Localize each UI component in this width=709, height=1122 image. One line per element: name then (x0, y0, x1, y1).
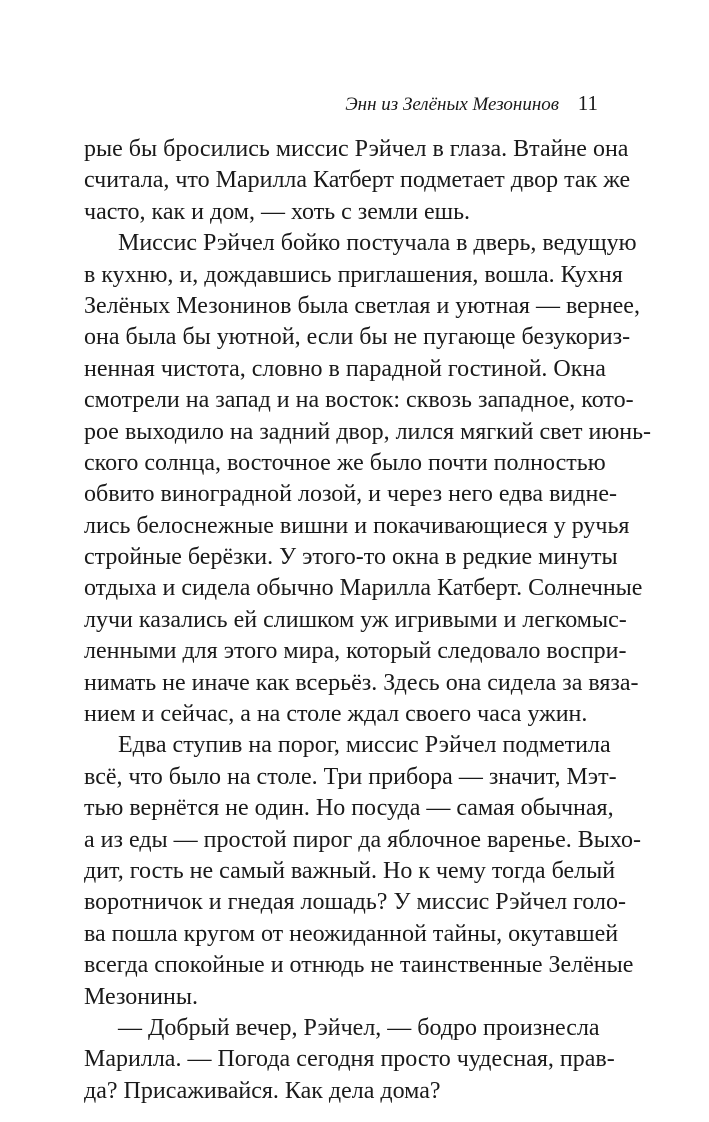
running-header (84, 91, 598, 117)
text-line: всё, что было на столе. Три прибора — значит, Мэт- (84, 763, 617, 790)
body-text (84, 134, 652, 1107)
text-line: лучи казались ей слишком уж игривыми и легкомыс- (84, 606, 627, 633)
text-line: ского солнца, восточное же было почти полностью (84, 449, 606, 476)
text-line: ленными для этого мира, который следовало воспри- (84, 638, 627, 665)
text-line: ва пошла кругом от неожиданной тайны, окутавшей (84, 920, 619, 947)
text-line: Миссис Рэйчел бойко постучала в дверь, ведущую (118, 230, 637, 257)
text-line: воротничок и гнедая лошадь? У миссис Рэйчел голо- (84, 889, 626, 916)
text-line: Зелёных Мезонинов была светлая и уютная — вернее, (84, 292, 640, 319)
text-line: стройные берёзки. У этого-то окна в редкие минуты (84, 544, 618, 571)
text-line: Марилла. — Погода сегодня просто чудесная, прав- (84, 1046, 615, 1073)
text-line: а из еды — простой пирог да яблочное варенье. Выхо- (84, 826, 641, 853)
text-line: отдыха и сидела обычно Марилла Катберт. Солнечные (84, 575, 643, 602)
text-line: она была бы уютной, если бы не пугающе безукориз- (84, 324, 631, 351)
text-line: рые бы бросились миссис Рэйчел в глаза. Втайне она (84, 136, 629, 162)
text-line: всегда спокойные и отнюдь не таинственные Зелёные (84, 952, 634, 979)
text-line: Едва ступив на порог, миссис Рэйчел подметила (118, 732, 611, 759)
text-line: обвито виноградной лозой, и через него едва видне- (84, 481, 617, 508)
text-line: смотрели на запад и на восток: сквозь западное, кото- (84, 387, 634, 414)
page-number: 11 (577, 91, 598, 115)
text-line: дит, гость не самый важный. Но к чему тогда белый (84, 857, 616, 884)
text-line: нием и сейчас, а на столе ждал своего часа ужин. (84, 701, 588, 728)
text-line: — Добрый вечер, Рэйчел, — бодро произнесла (118, 1014, 600, 1041)
text-line: считала, что Марилла Катберт подметает двор так же (84, 167, 631, 194)
text-line: ненная чистота, словно в парадной гостиной. Окна (84, 355, 606, 382)
text-line: да? Присаживайся. Как дела дома? (84, 1077, 441, 1104)
running-title: Энн из Зелёных Мезонинов (345, 94, 560, 115)
text-line: рое выходило на задний двор, лился мягкий свет июнь- (84, 418, 652, 445)
text-line: нимать не иначе как всерьёз. Здесь она сидела за вяза- (84, 669, 639, 696)
text-line: лись белоснежные вишни и покачивающиеся у ручья (84, 512, 630, 539)
text-line: в кухню, и, дождавшись приглашения, вошла. Кухня (84, 261, 623, 288)
text-line: тью вернётся не один. Но посуда — самая обычная, (84, 795, 614, 822)
text-line: часто, как и дом, — хоть с земли ешь. (84, 198, 471, 225)
text-line: Мезонины. (84, 983, 198, 1010)
